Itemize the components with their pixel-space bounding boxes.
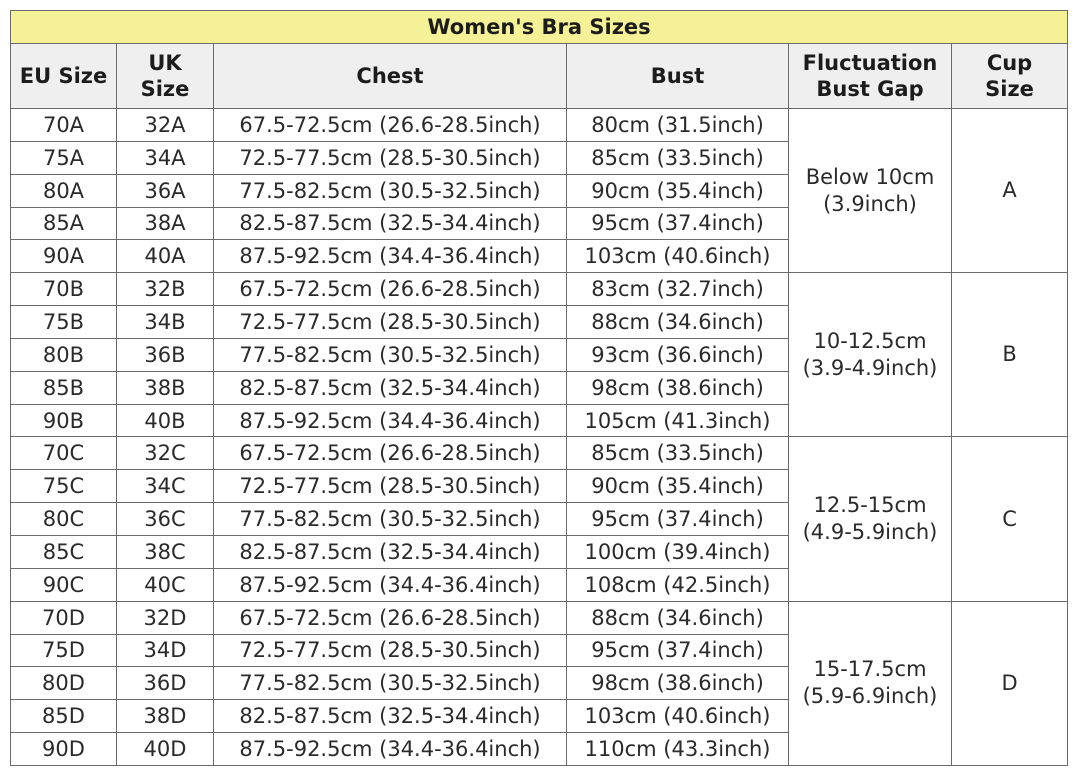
cell-uk-size: 38D: [117, 700, 214, 733]
cell-chest: 67.5-72.5cm (26.6-28.5inch): [214, 437, 567, 470]
header-cup-line2: Size: [985, 77, 1034, 101]
cell-bust: 100cm (39.4inch): [567, 535, 789, 568]
cell-chest: 82.5-87.5cm (32.5-34.4inch): [214, 207, 567, 240]
header-uk-size-line1: UK: [148, 51, 182, 75]
cell-uk-size: 38A: [117, 207, 214, 240]
cell-uk-size: 36A: [117, 174, 214, 207]
cell-chest: 82.5-87.5cm (32.5-34.4inch): [214, 535, 567, 568]
cell-uk-size: 40C: [117, 568, 214, 601]
cell-bust: 83cm (32.7inch): [567, 273, 789, 306]
cell-bust: 95cm (37.4inch): [567, 503, 789, 536]
header-cup-size: [952, 44, 1068, 109]
cell-bust: 108cm (42.5inch): [567, 568, 789, 601]
cell-uk-size: 32C: [117, 437, 214, 470]
cell-eu-size: 70A: [11, 109, 117, 142]
cell-bust-gap: [789, 437, 952, 601]
cell-uk-size: 32B: [117, 273, 214, 306]
cell-bust: 110cm (43.3inch): [567, 733, 789, 766]
cell-uk-size: 34D: [117, 634, 214, 667]
cell-bust: 88cm (34.6inch): [567, 306, 789, 339]
header-bust: Bust: [567, 44, 789, 109]
cell-uk-size: 32A: [117, 109, 214, 142]
bust-gap-line2: (5.9-6.9inch): [802, 684, 938, 709]
cell-eu-size: 90A: [11, 240, 117, 273]
cell-bust: 90cm (35.4inch): [567, 470, 789, 503]
cell-eu-size: 75A: [11, 141, 117, 174]
table-row: [11, 109, 1068, 142]
cell-chest: 77.5-82.5cm (30.5-32.5inch): [214, 174, 567, 207]
cell-uk-size: 38B: [117, 371, 214, 404]
cell-eu-size: 80B: [11, 338, 117, 371]
cell-eu-size: 80A: [11, 174, 117, 207]
cell-bust: 88cm (34.6inch): [567, 601, 789, 634]
size-table-body: [11, 109, 1068, 766]
cell-cup-size: D: [952, 601, 1068, 765]
bust-gap-line1: Below 10cm: [805, 164, 935, 189]
cell-eu-size: 80D: [11, 667, 117, 700]
cell-eu-size: 75D: [11, 634, 117, 667]
cell-cup-size: C: [952, 437, 1068, 601]
cell-eu-size: 85A: [11, 207, 117, 240]
cell-chest: 72.5-77.5cm (28.5-30.5inch): [214, 634, 567, 667]
cell-chest: 67.5-72.5cm (26.6-28.5inch): [214, 601, 567, 634]
cell-chest: 77.5-82.5cm (30.5-32.5inch): [214, 338, 567, 371]
cell-uk-size: 34A: [117, 141, 214, 174]
header-gap-line2: Bust Gap: [816, 77, 924, 101]
table-row: [11, 273, 1068, 306]
cell-bust: 95cm (37.4inch): [567, 634, 789, 667]
header-cup-line1: Cup: [986, 51, 1033, 75]
cell-chest: 77.5-82.5cm (30.5-32.5inch): [214, 667, 567, 700]
table-title: Women's Bra Sizes: [11, 11, 1068, 44]
cell-chest: 67.5-72.5cm (26.6-28.5inch): [214, 273, 567, 306]
cell-bust: 85cm (33.5inch): [567, 141, 789, 174]
cell-chest: 72.5-77.5cm (28.5-30.5inch): [214, 306, 567, 339]
cell-bust-gap: [789, 109, 952, 273]
cell-chest: 72.5-77.5cm (28.5-30.5inch): [214, 141, 567, 174]
cell-bust: 80cm (31.5inch): [567, 109, 789, 142]
cell-uk-size: 36C: [117, 503, 214, 536]
cell-bust: 98cm (38.6inch): [567, 371, 789, 404]
cell-bust: 93cm (36.6inch): [567, 338, 789, 371]
cell-eu-size: 90C: [11, 568, 117, 601]
cell-uk-size: 40A: [117, 240, 214, 273]
cell-uk-size: 36B: [117, 338, 214, 371]
cell-bust-gap: [789, 601, 952, 765]
bra-size-table: [10, 10, 1068, 766]
cell-chest: 77.5-82.5cm (30.5-32.5inch): [214, 503, 567, 536]
cell-bust: 95cm (37.4inch): [567, 207, 789, 240]
cell-eu-size: 75C: [11, 470, 117, 503]
cell-bust: 103cm (40.6inch): [567, 240, 789, 273]
cell-eu-size: 70B: [11, 273, 117, 306]
header-fluctuation-bust-gap: [789, 44, 952, 109]
bust-gap-line2: (3.9-4.9inch): [802, 355, 938, 380]
cell-eu-size: 75B: [11, 306, 117, 339]
bust-gap-line1: 10-12.5cm: [813, 328, 927, 353]
header-gap-line1: Fluctuation: [802, 51, 938, 75]
table-row: [11, 601, 1068, 634]
cell-uk-size: 40D: [117, 733, 214, 766]
cell-bust: 98cm (38.6inch): [567, 667, 789, 700]
cell-bust: 105cm (41.3inch): [567, 404, 789, 437]
cell-uk-size: 34B: [117, 306, 214, 339]
header-uk-size-line2: Size: [140, 77, 190, 101]
header-eu-size: EU Size: [11, 44, 117, 109]
cell-eu-size: 70D: [11, 601, 117, 634]
cell-bust: 85cm (33.5inch): [567, 437, 789, 470]
bust-gap-line1: 15-17.5cm: [813, 657, 927, 682]
cell-eu-size: 90B: [11, 404, 117, 437]
cell-cup-size: B: [952, 273, 1068, 437]
bust-gap-line1: 12.5-15cm: [813, 493, 927, 518]
cell-bust-gap: [789, 273, 952, 437]
cell-chest: 87.5-92.5cm (34.4-36.4inch): [214, 240, 567, 273]
cell-chest: 87.5-92.5cm (34.4-36.4inch): [214, 733, 567, 766]
cell-bust: 103cm (40.6inch): [567, 700, 789, 733]
cell-uk-size: 32D: [117, 601, 214, 634]
cell-eu-size: 85C: [11, 535, 117, 568]
header-uk-size: [117, 44, 214, 109]
table-row: [11, 437, 1068, 470]
cell-chest: 87.5-92.5cm (34.4-36.4inch): [214, 404, 567, 437]
cell-uk-size: 38C: [117, 535, 214, 568]
cell-uk-size: 34C: [117, 470, 214, 503]
cell-uk-size: 36D: [117, 667, 214, 700]
cell-chest: 87.5-92.5cm (34.4-36.4inch): [214, 568, 567, 601]
cell-eu-size: 90D: [11, 733, 117, 766]
cell-chest: 72.5-77.5cm (28.5-30.5inch): [214, 470, 567, 503]
bust-gap-line2: (3.9inch): [823, 191, 917, 216]
cell-chest: 67.5-72.5cm (26.6-28.5inch): [214, 109, 567, 142]
cell-eu-size: 85B: [11, 371, 117, 404]
cell-bust: 90cm (35.4inch): [567, 174, 789, 207]
cell-eu-size: 85D: [11, 700, 117, 733]
cell-uk-size: 40B: [117, 404, 214, 437]
bust-gap-line2: (4.9-5.9inch): [802, 520, 938, 545]
cell-eu-size: 80C: [11, 503, 117, 536]
cell-chest: 82.5-87.5cm (32.5-34.4inch): [214, 371, 567, 404]
cell-cup-size: A: [952, 109, 1068, 273]
cell-chest: 82.5-87.5cm (32.5-34.4inch): [214, 700, 567, 733]
cell-eu-size: 70C: [11, 437, 117, 470]
header-chest: Chest: [214, 44, 567, 109]
